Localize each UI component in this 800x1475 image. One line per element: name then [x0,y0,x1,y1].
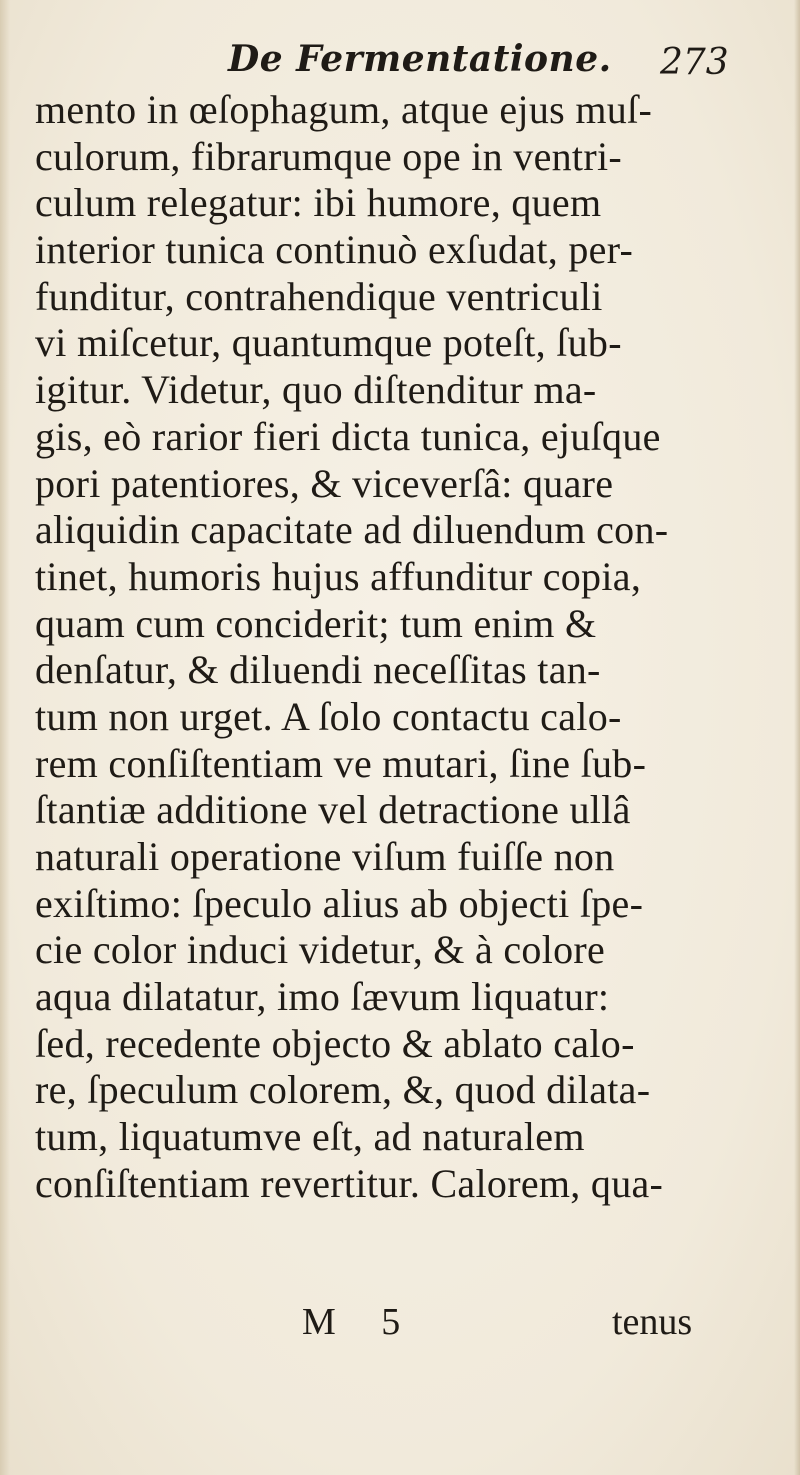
text-line: culum relegatur: ibi humore, quem [35,180,602,226]
text-line: re, ſpeculum colorem, &, quod dilata- [35,1067,651,1113]
text-line: ſed, recedente objecto & ablato calo- [35,1020,635,1066]
text-line: mento in œſophagum, atque ejus muſ- [35,87,653,132]
text-line: denſatur, & diluendi neceſſitas tan- [35,647,601,693]
text-line: interior tunica continuò exſudat, per- [35,227,634,273]
text-line: pori patentiores, & viceverſâ: quare [35,460,614,506]
page-gutter-shadow [0,0,10,1475]
text-line: quam cum conciderit; tum enim & [35,600,597,646]
text-line: conſiſtentiam revertitur. Calorem, qua- [35,1160,664,1206]
text-line: tum non urget. A ſolo contactu calo- [35,693,622,739]
text-line: tum, liquatumve eſt, ad naturalem [35,1114,585,1160]
text-line: exiſtimo: ſpeculo alius ab objecti ſpe- [35,880,644,926]
body-text [35,87,785,1208]
text-line: aliquidin capacitate ad diluendum con- [35,507,669,553]
text-line: igitur. Videtur, quo diſtenditur ma- [35,367,597,413]
page-footer [0,1300,800,1350]
page-number: 273 [660,42,729,83]
running-head: De Fermentatione. [228,38,612,80]
text-line: vi miſcetur, quantumque poteſt, ſub- [35,320,622,366]
catchword: tenus [612,1301,693,1343]
signature-mark: M 5 [302,1301,419,1343]
text-line: naturali operatione viſum fuiſſe non [35,834,615,879]
text-line: ſtantiæ additione vel detractione ullâ [35,787,631,833]
text-line: cie color induci videtur, & à colore [35,927,606,973]
text-line: rem conſiſtentiam ve mutari, ſine ſub- [35,740,647,786]
text-line: culorum, fibrarumque ope in ventri- [35,133,622,179]
text-line: tinet, humoris hujus affunditur copia, [35,553,642,599]
text-line: aqua dilatatur, imo ſævum liquatur: [35,974,610,1020]
text-line: funditur, contrahendique ventriculi [35,273,603,319]
text-line: gis, eò rarior fieri dicta tunica, ejuſque [35,413,661,459]
page-edge-shadow [794,0,800,1475]
